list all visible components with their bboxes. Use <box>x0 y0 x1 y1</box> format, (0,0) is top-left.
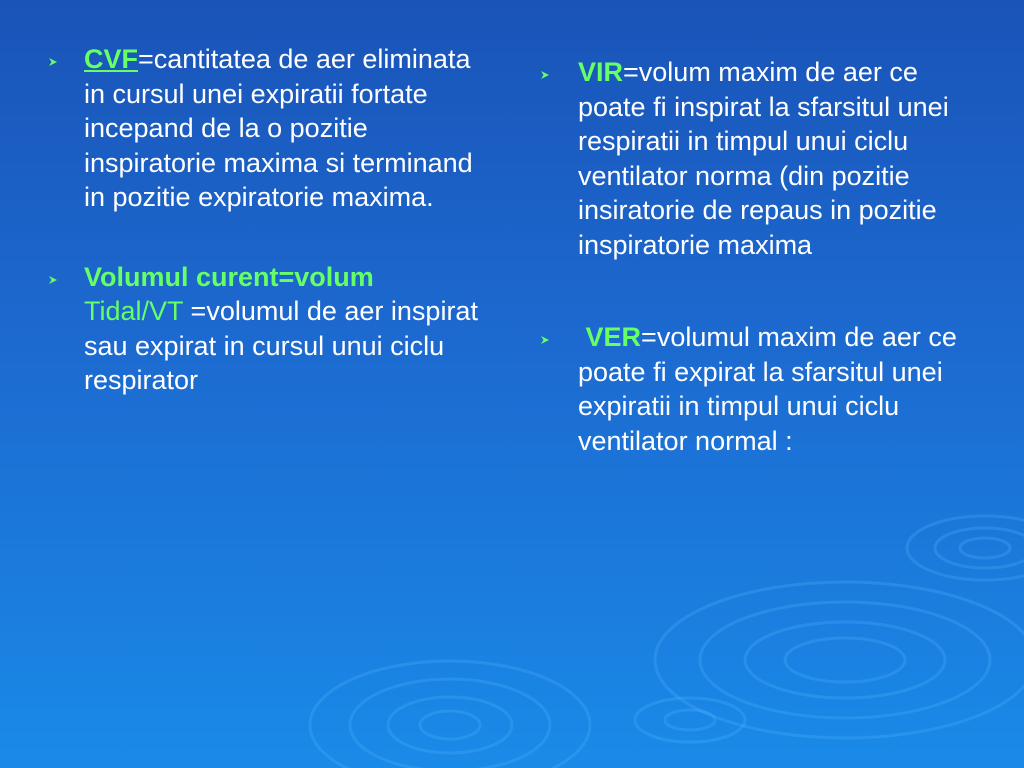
right-column <box>540 55 990 516</box>
definition-volumul-curent: =volumul de aer inspirat sau expirat in cursul unui ciclu respirator <box>84 296 478 395</box>
bullet-vir <box>540 55 990 262</box>
term-cvf: CVF <box>84 44 138 74</box>
arrowhead-bullet-icon <box>540 335 550 345</box>
term-vir: VIR <box>578 57 624 87</box>
arrowhead-bullet-icon <box>48 275 58 285</box>
left-column <box>48 42 478 443</box>
definition-ver: =volumul maxim de aer ce poate fi expirat la sfarsitul unei expiratii in timpul unui ciclu ventilator normal : <box>578 322 957 456</box>
term-tidal-vt: Tidal/VT <box>84 296 184 326</box>
definition-vir: =volum maxim de aer ce poate fi inspirat la sfarsitul unei respiratii in timpul unui ciclu ventilator norma (din pozitie insiratorie de repaus in pozitie inspiratorie maxima <box>578 57 949 260</box>
arrowhead-bullet-icon <box>48 57 58 67</box>
arrowhead-bullet-icon <box>540 70 550 80</box>
term-ver: VER <box>585 322 642 352</box>
bullet-volumul-curent <box>48 260 478 398</box>
term-volumul-curent: Volumul curent=volum <box>84 261 374 292</box>
definition-cvf: =cantitatea de aer eliminata in cursul unei expiratii fortate incepand de la o pozitie inspiratorie maxima si terminand in pozitie expiratorie maxima. <box>84 44 473 212</box>
bullet-ver <box>540 320 990 458</box>
bullet-cvf <box>48 42 478 215</box>
